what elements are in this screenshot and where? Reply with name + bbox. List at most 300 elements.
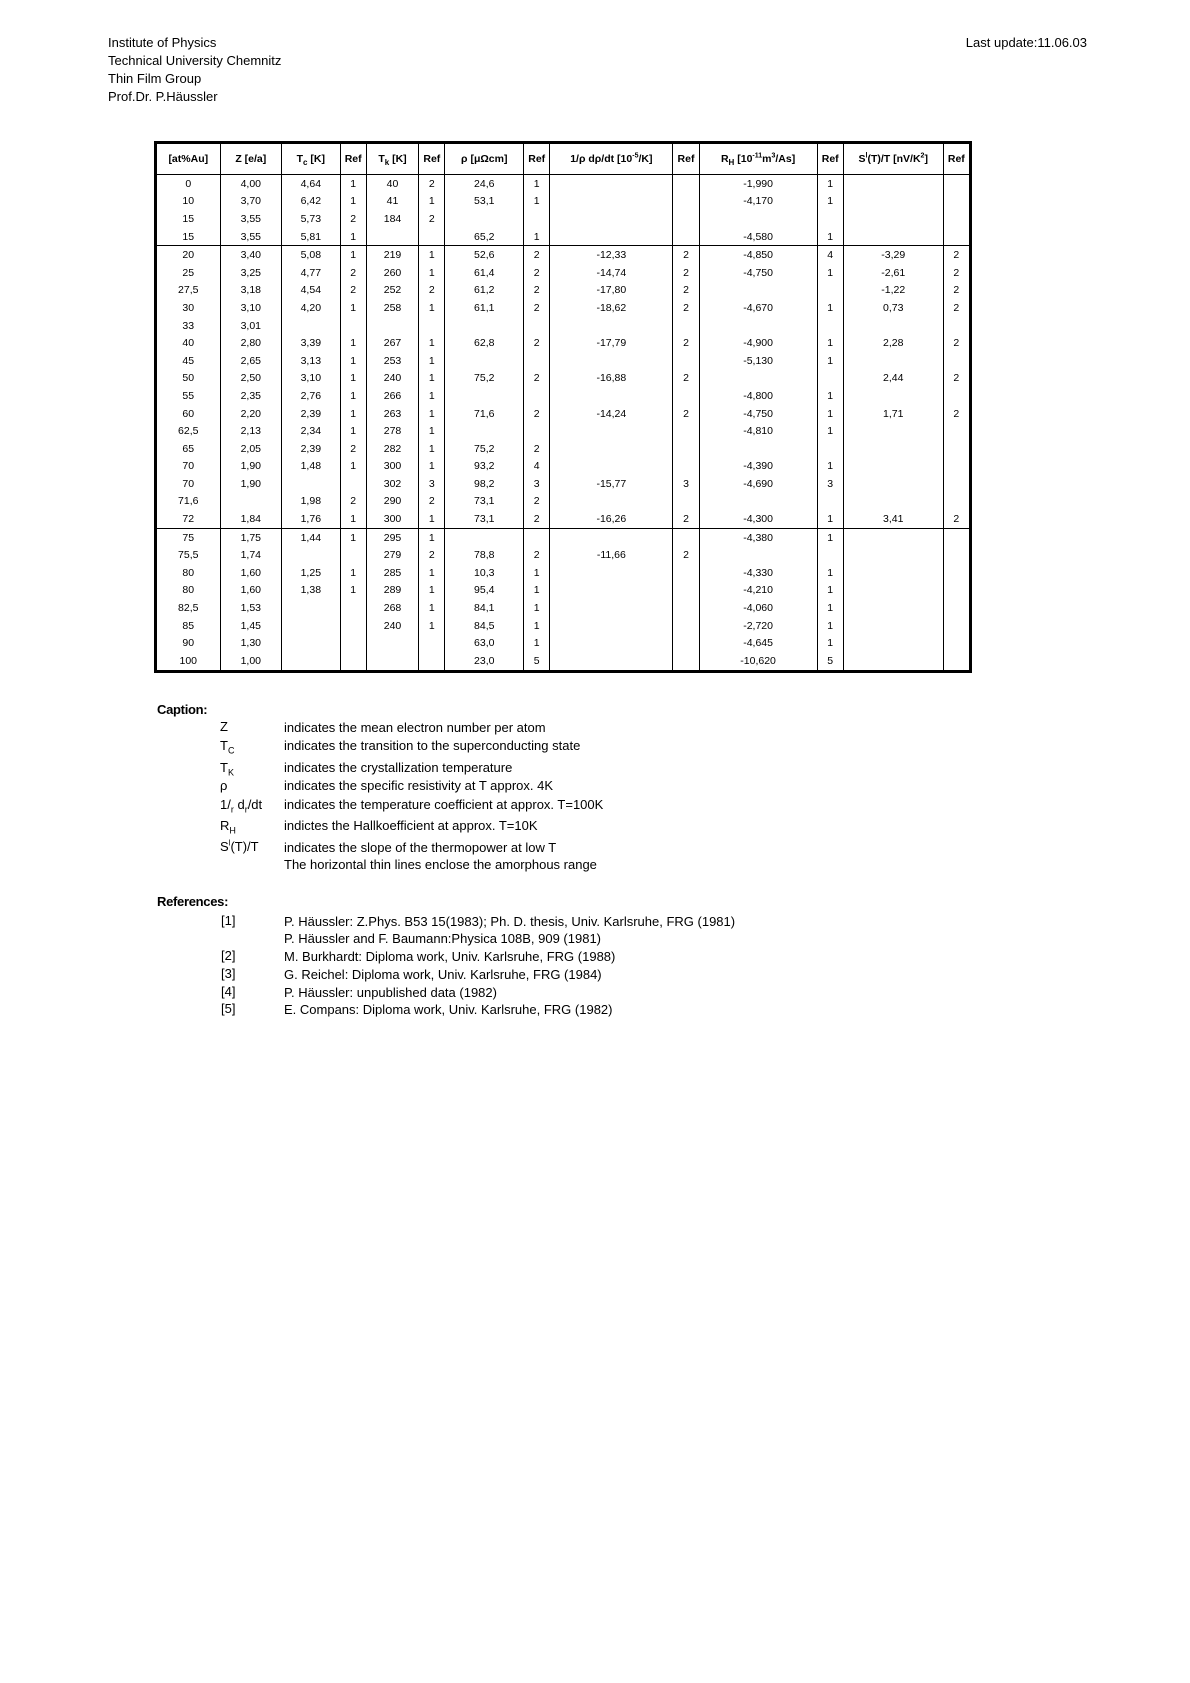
table-cell: 240 bbox=[366, 617, 418, 635]
table-cell: 240 bbox=[366, 370, 418, 388]
table-cell bbox=[943, 352, 970, 370]
table-cell: 2 bbox=[943, 246, 970, 264]
table-cell bbox=[524, 210, 550, 228]
table-cell: -4,900 bbox=[699, 334, 817, 352]
table-cell: -4,380 bbox=[699, 528, 817, 546]
table-cell: 2 bbox=[673, 282, 699, 300]
table-cell: 1 bbox=[419, 264, 445, 282]
table-row bbox=[156, 546, 971, 564]
table-cell: 2 bbox=[943, 282, 970, 300]
table-cell: 82,5 bbox=[156, 599, 221, 617]
table-cell: 2,35 bbox=[220, 387, 282, 405]
table-cell bbox=[524, 352, 550, 370]
table-cell bbox=[699, 282, 817, 300]
table-cell: 2 bbox=[673, 334, 699, 352]
table-cell bbox=[843, 175, 943, 193]
table-cell: 1 bbox=[419, 246, 445, 264]
table-cell: 55 bbox=[156, 387, 221, 405]
institution-line: Prof.Dr. P.Häussler bbox=[108, 89, 218, 104]
table-cell: 3,55 bbox=[220, 210, 282, 228]
table-cell: 78,8 bbox=[445, 546, 524, 564]
col-header: $S^l(T)/T$ $[nV/K^2]$ bbox=[843, 143, 943, 175]
table-cell: 73,1 bbox=[445, 493, 524, 511]
table-cell bbox=[550, 228, 673, 246]
table-cell: 1 bbox=[340, 228, 366, 246]
table-cell: 1,90 bbox=[220, 475, 282, 493]
table-cell bbox=[943, 634, 970, 652]
table-cell bbox=[445, 352, 524, 370]
table-cell bbox=[673, 458, 699, 476]
table-cell: -4,300 bbox=[699, 510, 817, 528]
table-cell bbox=[419, 317, 445, 335]
table-cell: 1 bbox=[419, 528, 445, 546]
table-cell: 289 bbox=[366, 582, 418, 600]
table-cell: 1 bbox=[524, 193, 550, 211]
table-cell bbox=[843, 440, 943, 458]
table-cell bbox=[943, 175, 970, 193]
table-cell: 253 bbox=[366, 352, 418, 370]
table-cell: 4,64 bbox=[282, 175, 341, 193]
table-cell bbox=[366, 317, 418, 335]
table-cell: 1 bbox=[419, 582, 445, 600]
table-cell bbox=[282, 546, 341, 564]
caption-text: indictes the Hallkoefficient at approx. T=10K bbox=[284, 818, 538, 833]
table-cell: 5 bbox=[524, 652, 550, 671]
table-cell: 2 bbox=[419, 282, 445, 300]
col-header: Z [e/a] bbox=[220, 143, 282, 175]
reference-number: [3] bbox=[221, 966, 236, 981]
table-cell bbox=[943, 546, 970, 564]
table-cell: 3 bbox=[524, 475, 550, 493]
table-cell bbox=[943, 475, 970, 493]
caption-text: indicates the slope of the thermopower at low T bbox=[284, 840, 557, 855]
table-cell: 1 bbox=[817, 582, 843, 600]
table-cell bbox=[817, 493, 843, 511]
table-cell bbox=[550, 317, 673, 335]
table-cell: 90 bbox=[156, 634, 221, 652]
table-cell: 2 bbox=[673, 546, 699, 564]
table-cell bbox=[366, 634, 418, 652]
table-row bbox=[156, 510, 971, 528]
table-cell: 3,10 bbox=[220, 299, 282, 317]
reference-text: G. Reichel: Diploma work, Univ. Karlsruhe, FRG (1984) bbox=[284, 967, 602, 982]
table-cell: 2,76 bbox=[282, 387, 341, 405]
table-cell bbox=[843, 493, 943, 511]
table-cell: 45 bbox=[156, 352, 221, 370]
table-row bbox=[156, 617, 971, 635]
table-row bbox=[156, 652, 971, 671]
last-update: Last update:11.06.03 bbox=[965, 35, 1087, 50]
reference-number: [5] bbox=[221, 1001, 236, 1016]
table-cell: 60 bbox=[156, 405, 221, 423]
caption-symbol: $1/_r$ $d_r/dt$ bbox=[220, 797, 263, 815]
table-cell: 1,25 bbox=[282, 564, 341, 582]
table-cell: 30 bbox=[156, 299, 221, 317]
table-cell bbox=[843, 528, 943, 546]
table-cell: 258 bbox=[366, 299, 418, 317]
table-cell: 2 bbox=[943, 405, 970, 423]
table-cell bbox=[843, 422, 943, 440]
table-cell: 1 bbox=[817, 634, 843, 652]
table-cell: 2 bbox=[673, 510, 699, 528]
caption-text: indicates the specific resistivity at T approx. 4K bbox=[284, 778, 554, 793]
table-cell: 278 bbox=[366, 422, 418, 440]
table-cell bbox=[699, 210, 817, 228]
table-cell: 63,0 bbox=[445, 634, 524, 652]
table-cell: 3,55 bbox=[220, 228, 282, 246]
table-cell: 3,01 bbox=[220, 317, 282, 335]
table-cell: -16,26 bbox=[550, 510, 673, 528]
table-row bbox=[156, 299, 971, 317]
table-cell bbox=[340, 617, 366, 635]
table-cell bbox=[445, 387, 524, 405]
table-cell bbox=[673, 317, 699, 335]
table-cell: -11,66 bbox=[550, 546, 673, 564]
table-row bbox=[156, 422, 971, 440]
table-cell bbox=[943, 617, 970, 635]
col-header: Ref bbox=[943, 143, 970, 175]
table-cell bbox=[340, 546, 366, 564]
table-cell: 100 bbox=[156, 652, 221, 671]
table-cell: 2,34 bbox=[282, 422, 341, 440]
table-cell bbox=[943, 210, 970, 228]
table-cell: 53,1 bbox=[445, 193, 524, 211]
table-cell: -4,580 bbox=[699, 228, 817, 246]
table-row bbox=[156, 334, 971, 352]
table-cell: 1,74 bbox=[220, 546, 282, 564]
table-cell: 1 bbox=[817, 175, 843, 193]
table-cell: -17,80 bbox=[550, 282, 673, 300]
table-cell: 3 bbox=[817, 475, 843, 493]
table-cell bbox=[673, 210, 699, 228]
table-cell bbox=[673, 528, 699, 546]
table-cell bbox=[673, 493, 699, 511]
table-row bbox=[156, 370, 971, 388]
table-cell bbox=[817, 282, 843, 300]
table-cell: 2,28 bbox=[843, 334, 943, 352]
table-cell: 10,3 bbox=[445, 564, 524, 582]
table-cell: 302 bbox=[366, 475, 418, 493]
table-cell: 0 bbox=[156, 175, 221, 193]
col-header: Ref bbox=[673, 143, 699, 175]
data-table bbox=[154, 141, 972, 673]
table-cell: 1 bbox=[817, 334, 843, 352]
table-cell bbox=[943, 387, 970, 405]
table-cell: -2,61 bbox=[843, 264, 943, 282]
table-cell: -12,33 bbox=[550, 246, 673, 264]
table-cell: 61,1 bbox=[445, 299, 524, 317]
table-cell: 70 bbox=[156, 475, 221, 493]
table-cell: 1 bbox=[817, 387, 843, 405]
table-cell: 1 bbox=[524, 564, 550, 582]
table-cell bbox=[673, 228, 699, 246]
table-cell: 260 bbox=[366, 264, 418, 282]
table-cell: 1 bbox=[340, 246, 366, 264]
caption-symbol: $S^l(T)/T$ bbox=[220, 838, 259, 854]
reference-text: P. Häussler: unpublished data (1982) bbox=[284, 985, 497, 1000]
table-cell bbox=[366, 652, 418, 671]
table-cell: 5,81 bbox=[282, 228, 341, 246]
table-cell bbox=[340, 317, 366, 335]
table-cell bbox=[817, 210, 843, 228]
table-cell: 266 bbox=[366, 387, 418, 405]
table-cell: -18,62 bbox=[550, 299, 673, 317]
table-cell bbox=[282, 652, 341, 671]
table-cell bbox=[943, 599, 970, 617]
table-cell: 2 bbox=[943, 370, 970, 388]
table-cell: 1 bbox=[340, 387, 366, 405]
table-cell bbox=[817, 317, 843, 335]
table-cell: -17,79 bbox=[550, 334, 673, 352]
table-cell: 2 bbox=[943, 510, 970, 528]
table-cell: 27,5 bbox=[156, 282, 221, 300]
col-header: $T_k$ [K] bbox=[366, 143, 418, 175]
table-cell bbox=[943, 193, 970, 211]
table-cell: -1,990 bbox=[699, 175, 817, 193]
table-cell: 2 bbox=[524, 282, 550, 300]
table-cell: 65 bbox=[156, 440, 221, 458]
table-cell: 184 bbox=[366, 210, 418, 228]
table-cell bbox=[550, 422, 673, 440]
table-cell: 1 bbox=[340, 564, 366, 582]
table-row bbox=[156, 175, 971, 193]
table-cell bbox=[366, 228, 418, 246]
table-cell: 2,05 bbox=[220, 440, 282, 458]
table-cell: 23,0 bbox=[445, 652, 524, 671]
table-cell: 1 bbox=[419, 422, 445, 440]
table-cell bbox=[673, 652, 699, 671]
reference-text: M. Burkhardt: Diploma work, Univ. Karlsruhe, FRG (1988) bbox=[284, 949, 616, 964]
table-cell: 5,08 bbox=[282, 246, 341, 264]
table-cell: 1 bbox=[419, 564, 445, 582]
col-header: ρ [μΩcm] bbox=[445, 143, 524, 175]
caption-text: indicates the crystallization temperature bbox=[284, 760, 513, 775]
table-cell bbox=[943, 317, 970, 335]
caption-symbol: $R_H$ bbox=[220, 818, 236, 836]
table-cell: 1,00 bbox=[220, 652, 282, 671]
table-row bbox=[156, 317, 971, 335]
table-cell: 1 bbox=[419, 352, 445, 370]
table-cell: 219 bbox=[366, 246, 418, 264]
table-cell bbox=[943, 528, 970, 546]
table-cell: 2 bbox=[524, 299, 550, 317]
table-cell: 52,6 bbox=[445, 246, 524, 264]
table-cell: 15 bbox=[156, 210, 221, 228]
table-cell: 2,39 bbox=[282, 405, 341, 423]
table-cell: 2 bbox=[673, 405, 699, 423]
table-cell: 2 bbox=[673, 264, 699, 282]
table-cell: 2,80 bbox=[220, 334, 282, 352]
table-cell bbox=[673, 422, 699, 440]
table-cell: 1 bbox=[524, 228, 550, 246]
table-cell: 1 bbox=[817, 564, 843, 582]
table-cell: 2 bbox=[524, 246, 550, 264]
table-cell: 50 bbox=[156, 370, 221, 388]
table-cell: 2 bbox=[943, 299, 970, 317]
table-cell: 2 bbox=[419, 493, 445, 511]
table-cell bbox=[843, 546, 943, 564]
table-cell: 282 bbox=[366, 440, 418, 458]
table-cell bbox=[445, 317, 524, 335]
table-cell: 1 bbox=[419, 617, 445, 635]
table-cell: 61,4 bbox=[445, 264, 524, 282]
table-cell: 84,5 bbox=[445, 617, 524, 635]
table-cell bbox=[943, 564, 970, 582]
table-cell: 1,98 bbox=[282, 493, 341, 511]
table-cell bbox=[550, 582, 673, 600]
table-cell: 3,40 bbox=[220, 246, 282, 264]
table-cell: 80 bbox=[156, 582, 221, 600]
table-cell: 2 bbox=[419, 175, 445, 193]
table-cell: 285 bbox=[366, 564, 418, 582]
caption-symbol: $T_C$ bbox=[220, 738, 235, 756]
table-cell: 1 bbox=[817, 617, 843, 635]
table-cell: 2,65 bbox=[220, 352, 282, 370]
table-cell bbox=[673, 387, 699, 405]
table-cell: 290 bbox=[366, 493, 418, 511]
table-cell: 2,13 bbox=[220, 422, 282, 440]
table-row bbox=[156, 599, 971, 617]
table-cell: 4 bbox=[817, 246, 843, 264]
table-cell: 1 bbox=[340, 334, 366, 352]
table-cell: 2,50 bbox=[220, 370, 282, 388]
table-cell: 1,84 bbox=[220, 510, 282, 528]
table-cell bbox=[524, 317, 550, 335]
table-cell: 1 bbox=[340, 352, 366, 370]
table-cell: 295 bbox=[366, 528, 418, 546]
table-cell: -1,22 bbox=[843, 282, 943, 300]
institution-line: Institute of Physics bbox=[108, 35, 217, 50]
table-cell bbox=[817, 546, 843, 564]
table-cell: 2,39 bbox=[282, 440, 341, 458]
table-cell bbox=[843, 475, 943, 493]
table-cell bbox=[843, 634, 943, 652]
table-cell: 61,2 bbox=[445, 282, 524, 300]
table-cell: 1 bbox=[340, 193, 366, 211]
table-cell: -3,29 bbox=[843, 246, 943, 264]
table-cell: -4,390 bbox=[699, 458, 817, 476]
table-cell: 84,1 bbox=[445, 599, 524, 617]
table-cell: 3,10 bbox=[282, 370, 341, 388]
table-cell: 1,76 bbox=[282, 510, 341, 528]
table-cell: 2 bbox=[340, 264, 366, 282]
table-cell: 2,44 bbox=[843, 370, 943, 388]
table-cell bbox=[550, 193, 673, 211]
col-header: Ref bbox=[340, 143, 366, 175]
reference-number: [4] bbox=[221, 984, 236, 999]
table-row bbox=[156, 282, 971, 300]
table-cell: 33 bbox=[156, 317, 221, 335]
table-cell: 1 bbox=[817, 264, 843, 282]
table-cell bbox=[843, 387, 943, 405]
table-row bbox=[156, 475, 971, 493]
table-cell bbox=[550, 652, 673, 671]
col-header: Ref bbox=[817, 143, 843, 175]
table-cell bbox=[943, 458, 970, 476]
table-cell bbox=[445, 422, 524, 440]
table-header-row bbox=[156, 143, 971, 175]
table-cell: 1 bbox=[419, 440, 445, 458]
table-cell: 1 bbox=[524, 175, 550, 193]
table-cell bbox=[524, 528, 550, 546]
col-header: 1/ρ dρ/dt $[10^{-5}/K]$ bbox=[550, 143, 673, 175]
table-cell: 3,41 bbox=[843, 510, 943, 528]
table-cell bbox=[282, 475, 341, 493]
table-cell bbox=[673, 564, 699, 582]
table-cell: 2 bbox=[524, 440, 550, 458]
table-cell bbox=[699, 370, 817, 388]
table-cell: 70 bbox=[156, 458, 221, 476]
table-cell: 4,77 bbox=[282, 264, 341, 282]
table-cell: 2 bbox=[524, 264, 550, 282]
table-cell bbox=[843, 228, 943, 246]
table-cell bbox=[817, 440, 843, 458]
table-cell bbox=[943, 493, 970, 511]
table-cell bbox=[673, 617, 699, 635]
table-cell bbox=[673, 634, 699, 652]
table-row bbox=[156, 387, 971, 405]
caption-symbol: $T_K$ bbox=[220, 760, 234, 778]
table-cell: 71,6 bbox=[445, 405, 524, 423]
table-cell: -15,77 bbox=[550, 475, 673, 493]
table-cell: 93,2 bbox=[445, 458, 524, 476]
table-cell bbox=[699, 440, 817, 458]
table-cell: 268 bbox=[366, 599, 418, 617]
table-row bbox=[156, 493, 971, 511]
table-cell: 1 bbox=[419, 510, 445, 528]
table-cell: 4 bbox=[524, 458, 550, 476]
reference-text: E. Compans: Diploma work, Univ. Karlsruhe, FRG (1982) bbox=[284, 1002, 613, 1017]
table-cell: -4,670 bbox=[699, 299, 817, 317]
table-cell: 62,5 bbox=[156, 422, 221, 440]
institution-line: Thin Film Group bbox=[108, 71, 202, 86]
references-title: References: bbox=[157, 894, 229, 909]
table-cell bbox=[340, 634, 366, 652]
table-row bbox=[156, 246, 971, 264]
reference-number: [2] bbox=[221, 948, 236, 963]
table-cell: 1,60 bbox=[220, 582, 282, 600]
table-cell: -2,720 bbox=[699, 617, 817, 635]
table-cell: 65,2 bbox=[445, 228, 524, 246]
institution-line: Technical University Chemnitz bbox=[108, 53, 282, 68]
table-cell bbox=[220, 493, 282, 511]
table-cell: 1,60 bbox=[220, 564, 282, 582]
table-cell: 279 bbox=[366, 546, 418, 564]
table-cell: -4,170 bbox=[699, 193, 817, 211]
table-row bbox=[156, 458, 971, 476]
table-cell: -4,330 bbox=[699, 564, 817, 582]
table-cell bbox=[943, 422, 970, 440]
table-cell: 300 bbox=[366, 458, 418, 476]
table-cell: 6,42 bbox=[282, 193, 341, 211]
table-cell: 73,1 bbox=[445, 510, 524, 528]
table-cell: 1 bbox=[340, 370, 366, 388]
table-cell: 2 bbox=[673, 246, 699, 264]
table-cell: 95,4 bbox=[445, 582, 524, 600]
table-cell bbox=[445, 210, 524, 228]
table-cell: 1 bbox=[817, 193, 843, 211]
table-cell: 1 bbox=[419, 334, 445, 352]
table-cell bbox=[699, 493, 817, 511]
caption-symbol: Z bbox=[220, 719, 228, 734]
table-cell bbox=[282, 617, 341, 635]
table-cell bbox=[550, 599, 673, 617]
table-cell: 80 bbox=[156, 564, 221, 582]
table-cell: -4,850 bbox=[699, 246, 817, 264]
table-cell bbox=[282, 634, 341, 652]
table-row bbox=[156, 264, 971, 282]
table-cell: -4,750 bbox=[699, 264, 817, 282]
